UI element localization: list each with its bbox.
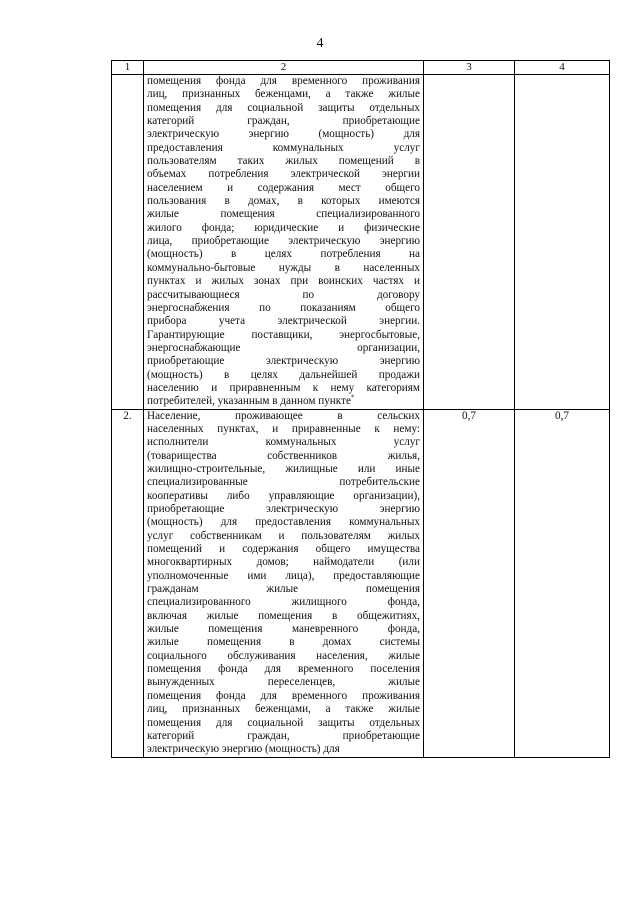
description-line-text: гражданам жилые помещения: [147, 583, 420, 596]
table-row: [112, 75, 610, 410]
description-line-text: пунктах и жилых зонах при воинских частях и: [147, 275, 420, 288]
description-line: [147, 302, 420, 315]
description-line-text: рассчитывающиеся по договору: [147, 288, 420, 301]
description-line: [147, 530, 420, 543]
description-line-text: категорий граждан, приобретающие: [147, 729, 420, 742]
description-line: [147, 490, 420, 503]
description-line: [147, 463, 420, 476]
description-line: [147, 690, 420, 703]
description-line-text: Гарантирующие поставщики, энергосбытовые,: [147, 328, 420, 341]
description-line: [147, 450, 420, 463]
description-line-text: вынужденных переселенцев, жилые: [147, 676, 420, 689]
description-line-text: жилого фонда; юридические и физические: [147, 221, 420, 234]
footnote-mark: *: [350, 393, 355, 402]
description-line-text: жилые помещения специализированного: [147, 208, 420, 221]
description-line-text: лиц, признанных беженцами, а также жилые: [147, 88, 420, 101]
description-line-text: помещения для социальной защиты отдельных: [147, 716, 420, 729]
description-line-text: пользования в домах, в которых имеются: [147, 195, 420, 208]
description-line-text: категорий граждан, приобретающие: [147, 115, 420, 128]
description-line: [147, 516, 420, 529]
description-line-text: прибора учета электрической энергии.: [147, 315, 420, 328]
description-line-text: предоставления коммунальных услуг: [147, 141, 420, 154]
description-line-text: многоквартирных домов; наймодатели (или: [147, 556, 420, 569]
rate-cell-col4: [515, 409, 610, 757]
description-line-text: энергоснабжения по показаниям общего: [147, 301, 420, 314]
description-line: [147, 182, 420, 195]
description-line-text: приобретающие электрическую энергию: [147, 503, 420, 515]
description-line: [147, 315, 420, 328]
table-header-row: [112, 61, 610, 75]
description-line-text: социального обслуживания населения, жилые: [147, 649, 420, 662]
description-line: [147, 102, 420, 115]
description-line: [147, 222, 420, 235]
description-line: [147, 610, 420, 623]
description-line-text: (мощность) в целях потребления на: [147, 248, 420, 261]
column-header-2: 2: [144, 61, 424, 75]
rate-cell-col3: [424, 409, 515, 757]
table-row: [112, 409, 610, 757]
description-line-text: объемах потребления электрической энергии: [147, 168, 420, 181]
page-number: 4: [316, 36, 324, 51]
description-line: [147, 342, 420, 355]
description-line-text: помещения фонда для временного поселения: [147, 663, 420, 676]
description-line: [147, 410, 420, 423]
description-line-text: услуг собственникам и пользователям жилых: [147, 529, 420, 542]
description-line-text: приобретающие электрическую энергию: [147, 355, 420, 368]
description-line: [147, 382, 420, 395]
description-line-text: Население, проживающее в сельских: [147, 409, 420, 422]
description-line: [147, 142, 420, 155]
description-line-text: энергоснабжающие организации,: [147, 341, 420, 354]
rate-cell-col4: [515, 75, 610, 410]
rate-cell-col3: [424, 75, 515, 410]
column-header-1: 1: [112, 61, 144, 75]
description-line: [147, 329, 420, 342]
description-line: [147, 676, 420, 689]
description-line: [147, 623, 420, 636]
description-line: [147, 583, 420, 596]
rate-value-col4: 0,7: [555, 409, 569, 422]
description-line-text: лица, приобретающие электрическую энергию: [147, 235, 420, 248]
description-line: [147, 596, 420, 609]
description-line-text: уполномоченные ими лица), предоставляющие: [147, 569, 420, 582]
description-line: [147, 195, 420, 208]
description-line-text: специализированного жилищного фонда,: [147, 596, 420, 609]
description-line: [147, 570, 420, 583]
description-line: [147, 248, 420, 261]
description-line-text: потребителей, указанным в данном пункте: [147, 395, 351, 408]
description-line: [147, 650, 420, 663]
description-line-text: (товарищества собственников жилья,: [147, 449, 420, 462]
description-line-text: электрическую энергию (мощность) для: [147, 128, 420, 141]
description-line-text: помещения фонда для временного проживания: [147, 689, 420, 702]
description-line-text: пользователям таких жилых помещений в: [147, 155, 420, 168]
description-line: [147, 355, 420, 368]
description-line: [147, 289, 420, 302]
rate-value-col3: 0,7: [462, 409, 476, 422]
description-line: [147, 88, 420, 101]
description-line-text: коммунально-бытовые нужды в населенных: [147, 261, 420, 274]
description-line-text: кооперативы либо управляющие организации),: [147, 489, 420, 502]
description-line-text: жилые помещения маневренного фонда,: [147, 623, 420, 636]
description-line-text: населению и приравненным к нему категориям: [147, 381, 420, 394]
row-number: 2.: [123, 409, 132, 422]
description-line-text: помещений и содержания общего имущества: [147, 543, 420, 556]
description-line: [147, 155, 420, 168]
description-line-text: лиц, признанных беженцами, а также жилые: [147, 703, 420, 716]
description-line: [147, 436, 420, 449]
description-line: [147, 743, 420, 756]
row-number-cell: [112, 75, 144, 410]
description-line: [147, 235, 420, 248]
description-line: [147, 75, 420, 88]
description-line: [147, 395, 420, 408]
description-line: [147, 543, 420, 556]
description-line-text: населенных пунктах, и приравненные к нему:: [147, 422, 420, 435]
description-line: [147, 717, 420, 730]
row-number-cell: [112, 409, 144, 757]
description-line: [147, 730, 420, 743]
description-line: [147, 663, 420, 676]
description-line: [147, 115, 420, 128]
description-line: [147, 476, 420, 489]
description-line: [147, 168, 420, 181]
description-line: [147, 423, 420, 436]
column-header-4: 4: [515, 61, 610, 75]
description-line-text: помещения для социальной защиты отдельных: [147, 101, 420, 114]
tariff-table: [111, 60, 610, 758]
description-line: [147, 208, 420, 221]
description-line-text: электрическую энергию (мощность) для: [147, 743, 340, 756]
description-line: [147, 262, 420, 275]
description-line-text: включая жилые помещения в общежитиях,: [147, 609, 420, 622]
description-line-text: населением и содержания мест общего: [147, 181, 420, 194]
description-line: [147, 636, 420, 649]
description-line-text: (мощность) в целях дальнейшей продажи: [147, 368, 420, 381]
description-line-text: жилые помещения в домах системы: [147, 636, 420, 649]
description-line: [147, 556, 420, 569]
description-line: [147, 369, 420, 382]
row-description-cell: [144, 409, 424, 757]
description-line-text: (мощность) для предоставления коммунальных: [147, 516, 420, 529]
description-line: [147, 503, 420, 516]
description-line: [147, 275, 420, 288]
description-line-text: специализированные потребительские: [147, 476, 420, 489]
description-line-text: помещения фонда для временного проживания: [147, 75, 420, 87]
row-description-cell: [144, 75, 424, 410]
description-line: [147, 703, 420, 716]
description-line-text: исполнители коммунальных услуг: [147, 436, 420, 449]
description-line-text: жилищно-строительные, жилищные или иные: [147, 462, 420, 475]
column-header-3: 3: [424, 61, 515, 75]
description-line: [147, 128, 420, 141]
